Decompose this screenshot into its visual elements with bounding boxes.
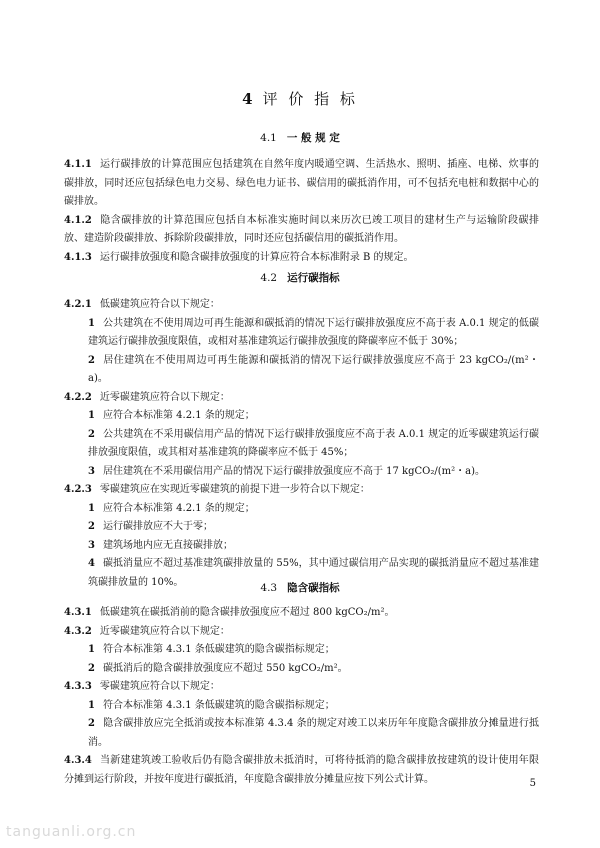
item-text: 碳抵消后的隐含碳排放强度应不超过 550 kgCO₂/m²。 <box>102 662 348 674</box>
clause-text: 运行碳排放的计算范围应包括建筑在自然年度内暖通空调、生活热水、照明、插座、电梯、炊事的碳排放，同时还应包括绿色电力交易、绿色电力证书、碳信用的碳抵消作用，可不包括充电桩和数据中心的碳排放。 <box>64 159 539 207</box>
clause-text: 低碳建筑应符合以下规定： <box>99 299 220 310</box>
list-item <box>64 500 539 519</box>
item-number: 3 <box>88 539 95 551</box>
item-number: 4 <box>88 558 95 569</box>
section-title-4-3 <box>0 580 600 595</box>
clause-4-2-3 <box>64 481 539 500</box>
list-item <box>64 518 539 537</box>
clause-4-1-1 <box>64 156 539 212</box>
item-number: 2 <box>88 662 95 674</box>
item-text: 符合本标准第 4.3.1 条低碳建筑的隐含碳指标规定； <box>102 644 335 655</box>
item-text: 建筑场地内应无直接碳排放； <box>102 539 233 551</box>
item-number: 1 <box>88 410 95 421</box>
list-item <box>64 352 539 389</box>
clause-4-2-1 <box>64 296 539 315</box>
clause-text: 近零碳建筑应符合以下规定： <box>99 625 230 637</box>
item-text: 应符合本标准第 4.2.1 条的规定； <box>102 502 255 514</box>
section-title-text: 隐含碳指标 <box>287 582 340 594</box>
clause-number: 4.3.4 <box>64 755 92 766</box>
watermark: tanguanli.org.cn <box>6 824 137 840</box>
clause-text: 近零碳建筑应符合以下规定： <box>99 391 230 403</box>
item-text: 应符合本标准第 4.2.1 条的规定； <box>102 410 255 421</box>
item-text: 运行碳排放应不大于零； <box>102 521 213 532</box>
list-item <box>64 697 539 716</box>
clause-4-3-3 <box>64 678 539 697</box>
chapter-title-text: 评 价 指 标 <box>262 90 358 108</box>
section-4-1-body <box>64 156 539 267</box>
item-text: 公共建筑在不采用碳信用产品的情况下运行碳排放强度应不高于表 A.0.1 规定的近零碳建筑运行碳排放强度限值，或其相对基准建筑的降碳率应不低于 45%； <box>88 428 539 458</box>
clause-number: 4.2.2 <box>64 391 92 403</box>
item-number: 1 <box>88 644 95 655</box>
item-text: 居住建筑在不使用周边可再生能源和碳抵消的情况下运行碳排放强度应不高于 23 kgCO₂/(m²・a)。 <box>88 354 539 384</box>
clause-number: 4.1.3 <box>64 251 92 263</box>
list-item <box>64 315 539 352</box>
clause-number: 4.3.1 <box>64 607 92 618</box>
clause-text: 当新建建筑竣工验收后仍有隐含碳排放未抵消时，可将待抵消的隐含碳排放按建筑的设计使用年限分摊到运行阶段，并按年度进行碳抵消，年度隐含碳排放分摊量应按下列公式计算。 <box>64 755 539 785</box>
chapter-title <box>0 88 600 109</box>
clause-number: 4.2.1 <box>64 299 92 310</box>
page-number: 5 <box>529 778 536 789</box>
item-text: 符合本标准第 4.3.1 条低碳建筑的隐含碳指标规定； <box>102 699 335 711</box>
chapter-number: 4 <box>242 90 253 108</box>
clause-number: 4.3.3 <box>64 681 92 692</box>
item-number: 2 <box>88 521 95 532</box>
section-title-text: 一 般 规 定 <box>286 132 340 144</box>
item-text: 隐含碳排放应完全抵消或按本标准第 4.3.4 条的规定对竣工以来历年年度隐含碳排放分摊量进行抵消。 <box>88 718 539 748</box>
item-text: 碳抵消量应不超过基准建筑碳排放量的 55%，其中通过碳信用产品实现的碳抵消量应不超过基准建筑碳排放量的 10%。 <box>88 558 539 588</box>
item-number: 3 <box>88 465 95 477</box>
clause-number: 4.3.2 <box>64 625 92 637</box>
list-item <box>64 641 539 660</box>
section-title-4-1 <box>0 130 600 145</box>
clause-number: 4.2.3 <box>64 484 92 495</box>
section-4-2-body <box>64 296 539 592</box>
list-item <box>64 407 539 426</box>
clause-4-3-2 <box>64 623 539 642</box>
list-item <box>64 715 539 752</box>
item-number: 1 <box>88 317 95 329</box>
section-4-3-body <box>64 604 539 789</box>
list-item <box>64 463 539 482</box>
clause-text: 低碳建筑在碳抵消前的隐含碳排放强度应不超过 800 kgCO₂/m²。 <box>99 607 395 618</box>
item-number: 1 <box>88 699 95 711</box>
clause-text: 隐含碳排放的计算范围应包括自本标准实施时间以来历次已竣工项目的建材生产与运输阶段碳排放、建造阶段碳排放、拆除阶段碳排放，同时还应包括碳信用的碳抵消作用。 <box>64 214 539 244</box>
item-number: 1 <box>88 502 95 514</box>
section-title-text: 运行碳指标 <box>287 272 340 284</box>
list-item <box>64 426 539 463</box>
clause-4-3-4 <box>64 752 539 789</box>
item-number: 2 <box>88 428 95 440</box>
clause-4-1-3 <box>64 249 539 268</box>
section-number: 4.2 <box>260 272 278 284</box>
item-number: 2 <box>88 354 95 366</box>
clause-4-1-2 <box>64 212 539 249</box>
clause-4-3-1 <box>64 604 539 623</box>
list-item <box>64 660 539 679</box>
clause-text: 零碳建筑应在实现近零碳建筑的前提下进一步符合以下规定： <box>99 484 370 495</box>
clause-text: 零碳建筑应符合以下规定： <box>99 681 220 692</box>
clause-number: 4.1.1 <box>64 159 92 170</box>
clause-4-2-2 <box>64 389 539 408</box>
list-item <box>64 537 539 556</box>
item-text: 居住建筑在不采用碳信用产品的情况下运行碳排放强度应不高于 17 kgCO₂/(m²・a)。 <box>102 465 485 477</box>
item-text: 公共建筑在不使用周边可再生能源和碳抵消的情况下运行碳排放强度应不高于表 A.0.1 规定的低碳建筑运行碳排放强度限值，或相对基准建筑运行碳排放强度的降碳率应不低于 30%； <box>88 317 539 347</box>
section-number: 4.1 <box>260 132 277 144</box>
section-number: 4.3 <box>260 582 278 594</box>
clause-number: 4.1.2 <box>64 214 92 226</box>
item-number: 2 <box>88 718 95 729</box>
section-title-4-2 <box>0 270 600 285</box>
clause-text: 运行碳排放强度和隐含碳排放强度的计算应符合本标准附录 B 的规定。 <box>99 251 414 263</box>
